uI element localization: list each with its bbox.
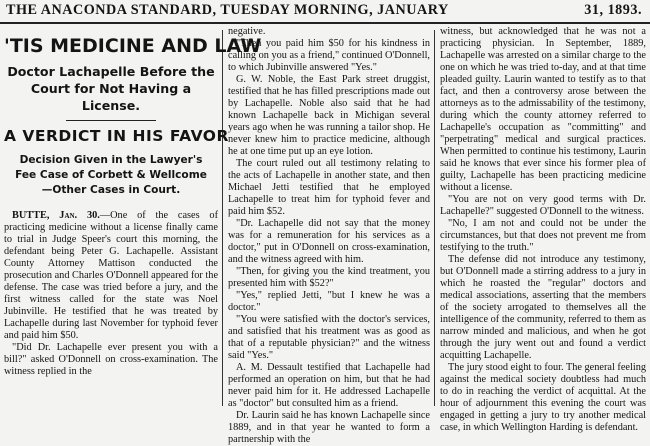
paragraph — [4, 210, 218, 342]
paragraph: witness, but acknowledged that he was not a practicing physician. In September, 1889, Lachapelle was arrested on a similar charge to the one on which he was tried to-day, and at that time pleaded guilty. Laurin wanted to testify as to that fact, and then a controversy arose between the attorneys as to the admissability of the testimony, during which the county attorney referred to Lachapelle's occupation as "committing" and "perpetrating" medical and surgical practices. When permitted to continue his testimony, Laurin said he knows that ever since his former plea of guilty, Lachapelle has been practicing medicine without a license. — [440, 26, 646, 193]
paragraph-text: —One of the cases of practicing medicine without a license finally came to trial in Judge Speer's court this morning, the defendant being Peter G. Lachapelle. Assistant County Attorney Mattison conducted the prosecution and Charles O'Donnell appeared for the defense. The case was tried before a jury, and the first witness called for the state was Noel Jubinville. He testified that he was treated by Lachapelle during last November for typhoid fever and paid him $50. — [4, 210, 219, 341]
headline-rule — [66, 120, 156, 121]
masthead-date: 31, 1893. — [584, 2, 642, 18]
deck: A VERDICT IN HIS FAVOR — [4, 127, 229, 145]
paragraph: The jury stood eight to four. The general feeling against the medical society doubtless had much to do in reaching the verdict of acquittal. At the hour of adjournment this evening the court was engaged in getting a jury to try another medical case, in which Wellington Harding is defendant. — [440, 362, 646, 433]
column-3 — [440, 26, 646, 433]
subdeck: Decision Given in the Lawyer's Fee Case of Corbett & Wellcome—Other Cases in Court. — [15, 154, 207, 196]
article-columns — [0, 26, 650, 445]
paragraph: "Then you paid him $50 for his kindness in calling on you as a friend," continued O'Donnell, to which Jubinville answered "Yes." — [228, 38, 430, 73]
paragraph: A. M. Dessault testified that Lachapelle had performed an operation on him, but that he had never paid him for it. He addressed Lachapelle as "doctor" but consulted him as a friend. — [228, 362, 430, 409]
masthead-title: THE ANACONDA STANDARD, TUESDAY MORNING, JANUARY — [6, 2, 449, 18]
masthead-rule — [0, 22, 650, 24]
paragraph: "Dr. Lachapelle did not say that the money was for a remuneration for his services as a doctor," put in O'Donnell on cross-examination, and the witness agreed with him. — [228, 218, 430, 265]
paragraph: The defense did not introduce any testimony, but O'Donnell made a stirring address to a jury in which he roasted the "regular" doctors and medical associations, asserting that the members of the society arrogated to themselves all the intelligence of the community, referred to them as narrow minded and malicious, and when he got through the jury went out and found a verdict acquitting Lachapelle. — [440, 254, 646, 361]
article-body-col3 — [440, 26, 646, 434]
subheadline: Doctor Lachapelle Before the Court for Not Having a License. — [7, 64, 215, 113]
column-2 — [228, 26, 430, 445]
paragraph: "You are not on very good terms with Dr. Lachapelle?" suggested O'Donnell to the witness. — [440, 194, 646, 217]
paragraph: Dr. Laurin said he has known Lachapelle since 1889, and in that year he wanted to form a partnership with the — [228, 410, 430, 445]
paragraph: "Did Dr. Lachapelle ever present you with a bill?" asked O'Donnell on cross-examination. The witness replied in the — [4, 342, 218, 377]
masthead — [0, 0, 650, 20]
article-body-col1 — [4, 210, 218, 378]
paragraph: "No, I am not and could not be under the circumstances, but that does not prevent me from testifying to the truth." — [440, 218, 646, 253]
paragraph: "You were satisfied with the doctor's services, and satisfied that his treatment was as good as that of a reputable physician?" and the witness said "Yes." — [228, 314, 430, 361]
paragraph: negative. — [228, 26, 266, 37]
paragraph: "Then, for giving you the kind treatment, you presented him with $52?" — [228, 266, 430, 289]
paragraph: G. W. Noble, the East Park street druggist, testified that he has filled prescriptions made out by Lachapelle. Noble also said that he had known Lachapelle back in Michigan several years ago when he was running a tailor shop. He never knew him to practice medicine, although he at one time put up an eye lotion. — [228, 74, 430, 157]
paragraph: The court ruled out all testimony relating to the acts of Lachapelle in another state, and then Michael Jetti testified that he employed Lachapelle to treat him for typhoid fever and paid him $52. — [228, 158, 430, 217]
dateline: BUTTE, Jan. 30. — [12, 210, 100, 221]
headline: 'TIS MEDICINE AND LAW — [4, 35, 262, 57]
article-body-col2 — [228, 26, 430, 446]
paragraph: "Yes," replied Jetti, "but I knew he was a doctor." — [228, 290, 430, 313]
